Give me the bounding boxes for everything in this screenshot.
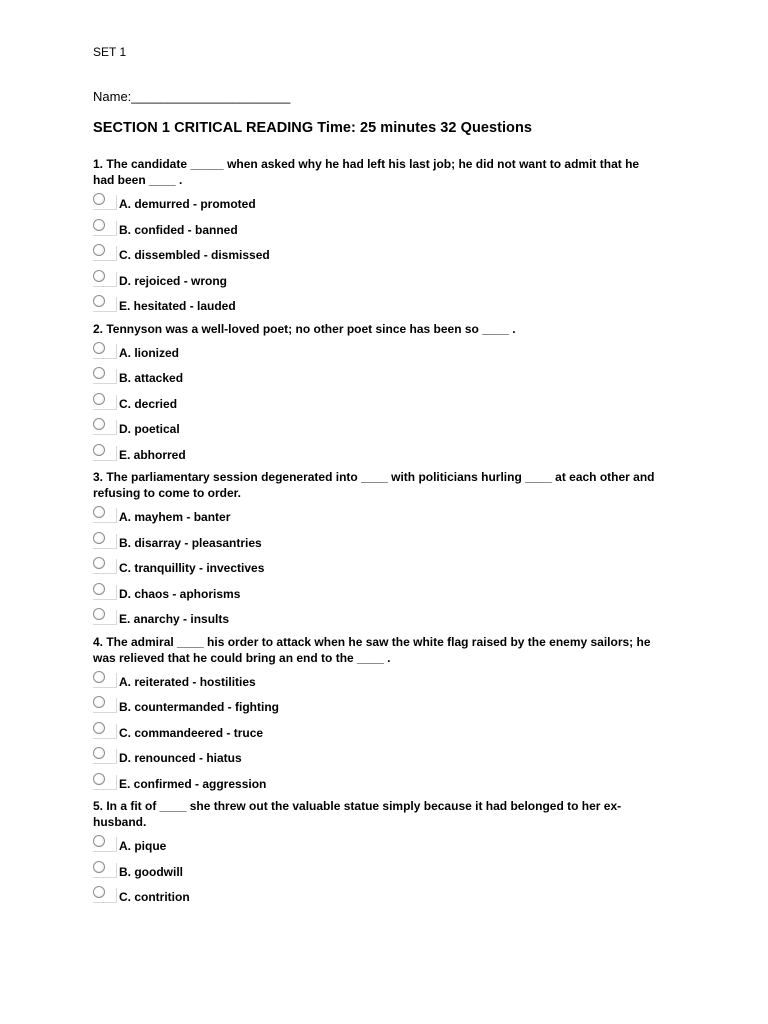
- answer-option-b[interactable]: [93, 696, 293, 722]
- radio-button-icon[interactable]: [93, 886, 105, 898]
- answer-option-b[interactable]: [93, 861, 293, 887]
- answer-options: [93, 835, 673, 912]
- radio-button-icon[interactable]: [93, 418, 105, 430]
- set-label: SET 1: [93, 45, 127, 59]
- radio-button-icon[interactable]: [93, 773, 105, 785]
- radio-button-icon[interactable]: [93, 696, 105, 708]
- answer-option-label: C. dissembled - dismissed: [119, 248, 270, 262]
- radio-button-icon[interactable]: [93, 342, 105, 354]
- answer-option-label: C. decried: [119, 396, 178, 411]
- answer-option-label: A. lionized: [119, 345, 179, 360]
- answer-option-label: D. rejoiced - wrong: [119, 273, 228, 288]
- answer-option-a[interactable]: [93, 835, 293, 861]
- answer-options: [93, 193, 673, 321]
- answer-option-label: B. goodwill: [119, 864, 183, 879]
- answer-option-label: C. commandeered - truce: [119, 725, 264, 740]
- radio-button-icon[interactable]: [93, 219, 105, 231]
- radio-button-icon[interactable]: [93, 722, 105, 734]
- answer-option-label: D. renounced - hiatus: [119, 751, 242, 765]
- radio-button-icon[interactable]: [93, 861, 105, 873]
- radio-button-icon[interactable]: [93, 557, 105, 569]
- radio-button-icon[interactable]: [93, 608, 105, 620]
- question-text: 1. The candidate _____ when asked why he had left his last job; he did not want to admit that he had been ____ .: [93, 157, 640, 187]
- answer-option-label: B. countermanded - fighting: [119, 700, 279, 714]
- answer-options: [93, 342, 673, 470]
- answer-option-b[interactable]: [93, 532, 293, 558]
- radio-button-icon[interactable]: [93, 244, 105, 256]
- radio-button-icon[interactable]: [93, 367, 105, 379]
- answer-option-label: A. demurred - promoted: [119, 197, 256, 211]
- answer-options: [93, 671, 673, 799]
- answer-option-e[interactable]: [93, 608, 293, 634]
- answer-option-a[interactable]: [93, 671, 293, 697]
- answer-option-b[interactable]: [93, 367, 293, 393]
- answer-option-b[interactable]: [93, 219, 293, 245]
- answer-option-a[interactable]: [93, 506, 293, 532]
- question-text: 5. In a fit of ____ she threw out the valuable statue simply because it had belonged to her ex- husband.: [93, 799, 622, 829]
- answer-option-a[interactable]: [93, 342, 293, 368]
- answer-option-c[interactable]: [93, 886, 293, 912]
- answer-options: [93, 506, 673, 634]
- answer-option-c[interactable]: [93, 722, 293, 748]
- answer-option-c[interactable]: [93, 393, 293, 419]
- radio-button-icon[interactable]: [93, 506, 105, 518]
- radio-button-icon[interactable]: [93, 295, 105, 307]
- question-list: [93, 156, 673, 912]
- answer-option-d[interactable]: [93, 583, 293, 609]
- answer-option-label: D. chaos - aphorisms: [119, 586, 241, 601]
- answer-option-e[interactable]: [93, 295, 293, 321]
- answer-option-e[interactable]: [93, 444, 293, 470]
- radio-button-icon[interactable]: [93, 444, 105, 456]
- answer-option-a[interactable]: [93, 193, 293, 219]
- question-2: [93, 321, 673, 470]
- answer-option-label: E. anarchy - insults: [119, 612, 230, 626]
- answer-option-c[interactable]: [93, 244, 293, 270]
- question-text: 4. The admiral ____ his order to attack when he saw the white flag raised by the enemy sailors; he was relieved that he could bring an end to the ____ .: [93, 634, 651, 665]
- answer-option-label: C. tranquillity - invectives: [119, 561, 265, 575]
- answer-option-label: B. confided - banned: [119, 222, 238, 237]
- answer-option-e[interactable]: [93, 773, 293, 799]
- radio-button-icon[interactable]: [93, 583, 105, 595]
- question-text: 3. The parliamentary session degenerated into ____ with politicians hurling ____ at each other and refusing to come to order.: [93, 470, 655, 500]
- name-field-line: Name:______________________: [93, 89, 291, 104]
- answer-option-label: B. attacked: [119, 371, 184, 385]
- answer-option-label: D. poetical: [119, 422, 180, 436]
- answer-option-d[interactable]: [93, 418, 293, 444]
- radio-button-icon[interactable]: [93, 671, 105, 683]
- answer-option-label: E. hesitated - lauded: [119, 299, 236, 313]
- question-4: [93, 634, 673, 799]
- radio-button-icon[interactable]: [93, 393, 105, 405]
- answer-option-label: C. contrition: [119, 890, 190, 904]
- answer-option-c[interactable]: [93, 557, 293, 583]
- answer-option-label: A. mayhem - banter: [119, 510, 231, 524]
- radio-button-icon[interactable]: [93, 193, 105, 205]
- answer-option-label: B. disarray - pleasantries: [119, 535, 262, 550]
- question-text: 2. Tennyson was a well-loved poet; no other poet since has been so ____ .: [93, 321, 516, 336]
- question-1: [93, 156, 673, 321]
- radio-button-icon[interactable]: [93, 747, 105, 759]
- radio-button-icon[interactable]: [93, 532, 105, 544]
- answer-option-label: E. confirmed - aggression: [119, 776, 267, 791]
- answer-option-label: A. reiterated - hostilities: [119, 674, 256, 689]
- question-5: [93, 798, 673, 912]
- answer-option-label: A. pique: [119, 839, 167, 853]
- answer-option-d[interactable]: [93, 270, 293, 296]
- answer-option-d[interactable]: [93, 747, 293, 773]
- section-title: SECTION 1 CRITICAL READING Time: 25 minutes 32 Questions: [93, 120, 532, 136]
- answer-option-label: E. abhorred: [119, 447, 186, 462]
- radio-button-icon[interactable]: [93, 270, 105, 282]
- radio-button-icon[interactable]: [93, 835, 105, 847]
- question-3: [93, 469, 673, 634]
